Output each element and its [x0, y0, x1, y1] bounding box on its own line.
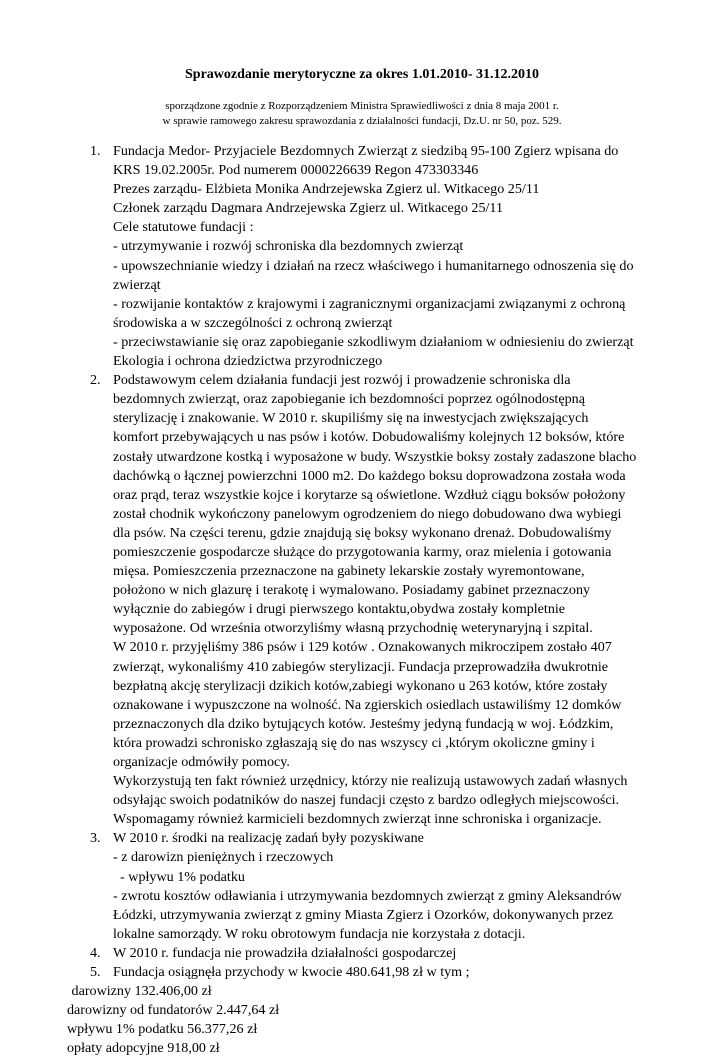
item-line: został chodnik wykończony panelowym ogrodzeniem do niego dobudowano dwa wybiegi [113, 505, 622, 522]
item-number: 1. [90, 143, 101, 159]
item-line: bezpłatną akcję sterylizacji dzikich kotów,zabiegi wykonano u 263 kotów, które zostały [113, 677, 608, 694]
item-line: Ekologia i ochrona dziedzictwa przyrodniczego [113, 353, 383, 370]
item-line: W 2010 r. środki na realizację zadań były pozyskiwane [113, 830, 424, 847]
report-item-3 [0, 829, 724, 944]
item-line: Prezes zarządu- Elżbieta Monika Andrzejewska Zgierz ul. Witkacego 25/11 [113, 181, 540, 198]
item-line: bezdomnych zwierząt, oraz zapobieganie ich bezdomności poprzez ogólnodostępną [113, 391, 585, 408]
document-subtitle-line-2: w sprawie ramowego zakresu sprawozdania z działalności fundacji, Dz.U. nr 50, poz. 529. [162, 115, 562, 127]
report-item-1 [0, 142, 724, 371]
item-line: Członek zarządu Dagmara Andrzejewska Zgierz ul. Witkacego 25/11 [113, 200, 503, 217]
item-line: odsyłając swoich podatników do naszej fundacji często z bardzo odległych miejscowości. [113, 792, 620, 809]
item-line: - rozwijanie kontaktów z krajowymi i zagranicznymi organizacjami związanymi z ochroną [113, 295, 626, 312]
item-line: - utrzymywanie i rozwój schroniska dla bezdomnych zwierząt [113, 238, 464, 255]
item-line: lokalne samorządy. W roku obrotowym fundacja nie korzystała z dotacji. [113, 925, 526, 942]
item-line: dachówką o łącznej powierzchni 1000 m2. Do każdego boksu doprowadzona została woda [113, 467, 626, 484]
item-line: która prowadzi schronisko zgłaszają się do nas wszyscy ci ,którym okoliczne gminy i [113, 734, 595, 751]
item-line: - upowszechnianie wiedzy i działań na rzecz właściwego i humanitarnego odnoszenia się do [113, 257, 634, 274]
item-line: KRS 19.02.2005r. Pod numerem 0000226639 Regon 473303346 [113, 162, 479, 179]
item-line: oznakowane i wypuszczone na wolność. Na zgierskich osiedlach ustawiliśmy 12 domków [113, 696, 622, 713]
item-line: Podstawowym celem działania fundacji jest rozwój i prowadzenie schroniska dla [113, 372, 571, 389]
item-line: Cele statutowe fundacji : [113, 219, 254, 236]
income-donations: darowizny 132.406,00 zł [68, 983, 212, 1000]
item-line: zwierząt, wykonaliśmy 410 zabiegów sterylizacji. Fundacja przeprowadziła dwukrotnie [113, 658, 609, 675]
item-number: 4. [90, 944, 101, 961]
item-number: 2. [90, 372, 101, 389]
item-line: Łódzki, utrzymywania zwierząt z gminy Miasta Zgierz i Ozorków, dokonywanych przez [113, 906, 614, 923]
item-line: mięsa. Pomieszczenia przeznaczone na gabinety lekarskie zostały wyremontowane, [113, 563, 585, 580]
item-line: pomieszczenie gospodarcze służące do przygotowania karmy, oraz mielenia i gotowania [113, 543, 612, 560]
item-line: - przeciwstawianie się oraz zapobieganie szkodliwym działaniom w odniesieniu do zwierząt [113, 333, 634, 350]
item-line: Wspomagamy również karmicieli bezdomnych zwierząt inne schroniska i organizacje. [113, 811, 602, 828]
item-line: oraz prąd, teraz wszystkie kojce i korytarze są oświetlone. Wzdłuż ciągu boksów położony [113, 486, 626, 503]
item-line: przeznaczonych dla dziko bytujących kotów. Jesteśmy jedyną fundacją w woj. Łódzkim, [113, 715, 614, 732]
item-number: 5. [90, 964, 101, 981]
item-line: zwierząt [113, 276, 161, 293]
report-item-4 [0, 944, 724, 963]
item-line: wyłącznie do zabiegów i drugi pierwszego kontaktu,obydwa zostały kompletnie [113, 601, 566, 618]
report-content [0, 142, 724, 1059]
item-line: zostały utwardzone kostką i wyposażone w budy. Wszystkie boksy zostały zadaszone blacho [113, 448, 637, 465]
item-line: organizacje odmówiły pomocy. [113, 754, 290, 770]
item-line: dla psów. Na części terenu, gdzie znajdują się boksy wykonano drenaż. Dobudowaliśmy [113, 524, 612, 541]
item-line: Fundacja Medor- Przyjaciele Bezdomnych Zwierząt z siedzibą 95-100 Zgierz wpisana do [113, 143, 619, 159]
item-line: komfort przebywających u nas psów i kotów. Dobudowaliśmy kolejnych 12 boksów, które [113, 429, 625, 446]
item-line: - zwrotu kosztów odławiania i utrzymywania bezdomnych zwierząt z gminy Aleksandrów [113, 887, 622, 904]
item-line: - z darowizn pieniężnych i rzeczowych [113, 849, 334, 866]
item-line: sterylizację i znakowanie. W 2010 r. skupiliśmy się na inwestycjach zwiększających [113, 410, 589, 427]
item-line: Wykorzystują ten fakt również urzędnicy, którzy nie realizują ustawowych zadań własnych [113, 773, 628, 790]
report-item-5 [0, 963, 724, 982]
income-founder-donations: darowizny od fundatorów 2.447,64 zł [67, 1002, 280, 1019]
document-subtitle-line-1: sporządzone zgodnie z Rozporządzeniem Ministra Sprawiedliwości z dnia 8 maja 2001 r. [165, 100, 559, 112]
report-item-2 [0, 371, 724, 829]
item-line: - wpływu 1% podatku [113, 868, 245, 885]
item-line: W 2010 r. fundacja nie prowadziła działalności gospodarczej [113, 944, 457, 961]
income-one-percent-tax: wpływu 1% podatku 56.377,26 zł [67, 1021, 258, 1038]
document-title: Sprawozdanie merytoryczne za okres 1.01.2010- 31.12.2010 [185, 67, 539, 82]
item-line: W 2010 r. przyjęliśmy 386 psów i 129 kotów . Oznakowanych mikroczipem zostało 407 [113, 639, 612, 656]
item-line: wyposażone. Od września otworzyliśmy własną przychodnię weterynaryjną i szpital. [113, 620, 593, 637]
income-adoption-fees: opłaty adopcyjne 918,00 zł [67, 1040, 220, 1057]
item-line: środowiska a w szczególności z ochroną zwierząt [113, 314, 393, 331]
item-line: położono w nich glazurę i terakotę i wymalowano. Posiadamy gabinet przeznaczony [113, 582, 591, 599]
item-number: 3. [90, 830, 101, 847]
item-line: Fundacja osiągnęła przychody w kwocie 480.641,98 zł w tym ; [113, 964, 470, 981]
